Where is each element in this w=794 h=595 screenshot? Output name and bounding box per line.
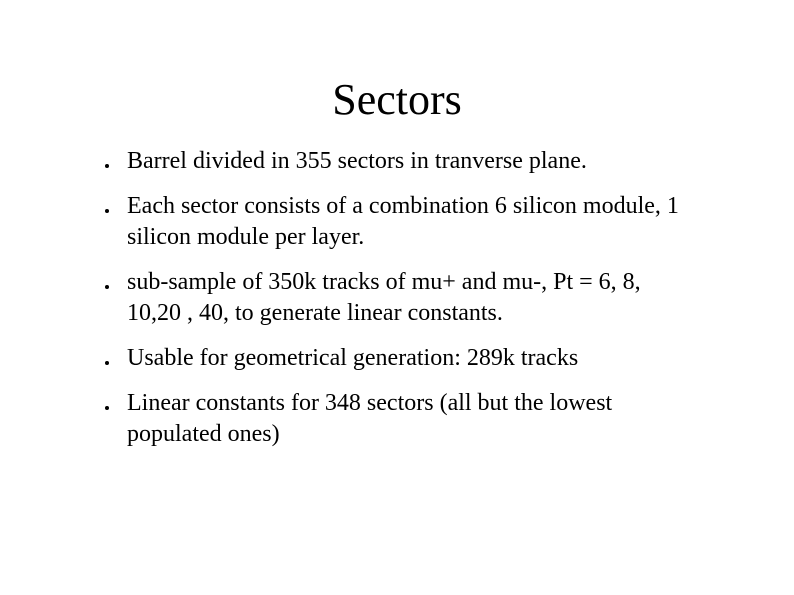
bullet-item (105, 267, 685, 329)
bullet-text: Barrel divided in 355 sectors in tranverse plane. (127, 148, 587, 174)
bullet-dot-icon (105, 164, 109, 168)
bullet-text: Each sector consists of a combination 6 silicon module, 1 silicon module per layer. (127, 193, 679, 250)
slide-title: Sectors (332, 75, 462, 124)
bullet-text: sub-sample of 350k tracks of mu+ and mu-, Pt = 6, 8, 10,20 , 40, to generate linear constants. (127, 269, 641, 326)
bullet-text: Usable for geometrical generation: 289k tracks (127, 345, 579, 371)
bullet-dot-icon (105, 285, 109, 289)
bullet-item (105, 343, 685, 374)
bullet-item (105, 388, 685, 450)
bullet-dot-icon (105, 361, 109, 365)
bullet-text: Linear constants for 348 sectors (all but the lowest populated ones) (127, 390, 613, 447)
bullet-item (105, 146, 685, 177)
bullet-item (105, 191, 685, 253)
bullet-list (105, 146, 685, 464)
bullet-dot-icon (105, 209, 109, 213)
bullet-dot-icon (105, 406, 109, 410)
